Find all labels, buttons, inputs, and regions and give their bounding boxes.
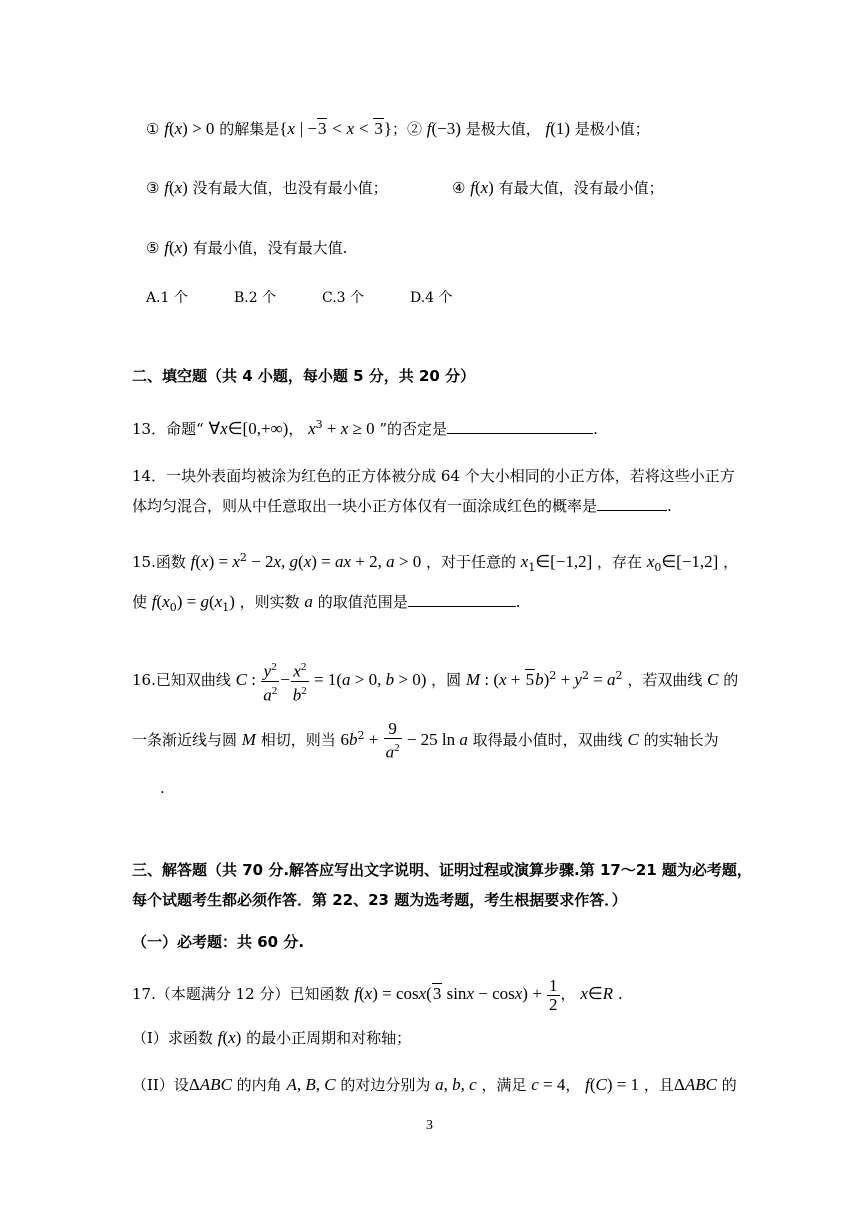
- option-d: D.4 个: [410, 290, 453, 306]
- q12-item-3: ③ f(x) 没有最大值，也没有最小值；: [146, 178, 388, 197]
- option-a: A.1 个: [146, 290, 188, 306]
- q15-line-2: 使 $f(x_0) = g(x_1)$ ，则实数 a 的取值范围是 .: [132, 592, 521, 614]
- q14-line-2: 体均匀混合，则从中任意取出一块小正方体仅有一面涂成红色的概率是 .: [132, 494, 672, 518]
- q16-line-2: 一条渐近线与圆 M 相切，则当 $6b^2$ + $\frac{9}{a^2}$ − 25 ln a 取得最小值时，双曲线 C 的实轴长为: [132, 719, 719, 762]
- q12-options: [146, 286, 453, 310]
- q12-item-4: ④ f(x) 有最大值，没有最小值；: [452, 178, 664, 197]
- option-c: C.3 个: [322, 290, 365, 306]
- q15-line-1: 15.函数 $f(x) = x^2 - 2x$, g(x) = ax + 2, a > 0 ，对于任意的 $x_1\in[-1,2]$ ，存在 $x_0\in[-1,2]$ ，: [132, 551, 739, 574]
- q12-item-1: ① f(x) > 0 的解集是{x | −3 < x < 3}；② f(−3) 是极大值， f(1) 是极小值；: [146, 119, 650, 138]
- q12-item-5: ⑤ f(x) 有最小值，没有最大值.: [146, 238, 348, 257]
- q17-part-2: （II）设ΔABC 的内角 A, B, C 的对边分别为 a, b, c ，满足 c = 4， f(C) = 1 ，且ΔABC 的: [132, 1075, 737, 1094]
- option-b: B.2 个: [234, 290, 277, 306]
- q14-answer-blank[interactable]: [597, 494, 667, 511]
- q16-line-1: 16.已知双曲线 C : $\frac{y^2}{a^2}$ − $\frac{x^2}{b^2}$ = 1(a > 0, b > 0) ，圆 M : $(x + 5b)^2 + y^2 = a^2$ ，若双曲线 C 的: [132, 656, 738, 704]
- q17-part-1: （I）求函数 f(x) 的最小正周期和对称轴；: [132, 1028, 412, 1047]
- q16-line-3: .: [160, 779, 165, 797]
- required-questions-heading: （一）必考题：共 60 分.: [132, 933, 305, 951]
- q13: 13．命题“ ∀x∈[0,+∞)， $x^3 + x \ge 0$ ”的否定是 .: [132, 418, 598, 438]
- section-2-title: 二、填空题（共 4 小题，每小题 5 分，共 20 分）: [132, 367, 476, 385]
- section-3-title-line-1: 三、解答题（共 70 分.解答应写出文字说明、证明过程或演算步骤.第 17～21 题为必考题，: [132, 861, 752, 879]
- q17-stem: 17.（本题满分 12 分）已知函数 f(x) = cosx(3 sinx − cosx) + $\frac{1}{2}$ ， x∈R .: [132, 975, 623, 1014]
- section-3-title-line-2: 每个试题考生都必须作答．第 22、23 题为选考题，考生根据要求作答．）: [132, 891, 627, 909]
- q15-answer-blank[interactable]: [408, 590, 516, 607]
- q13-answer-blank[interactable]: [447, 417, 593, 434]
- page-number: 3: [426, 1118, 433, 1133]
- q14-line-1: 14．一块外表面均被涂为红色的正方体被分成 64 个大小相同的小正方体，若将这些小正方: [132, 467, 735, 485]
